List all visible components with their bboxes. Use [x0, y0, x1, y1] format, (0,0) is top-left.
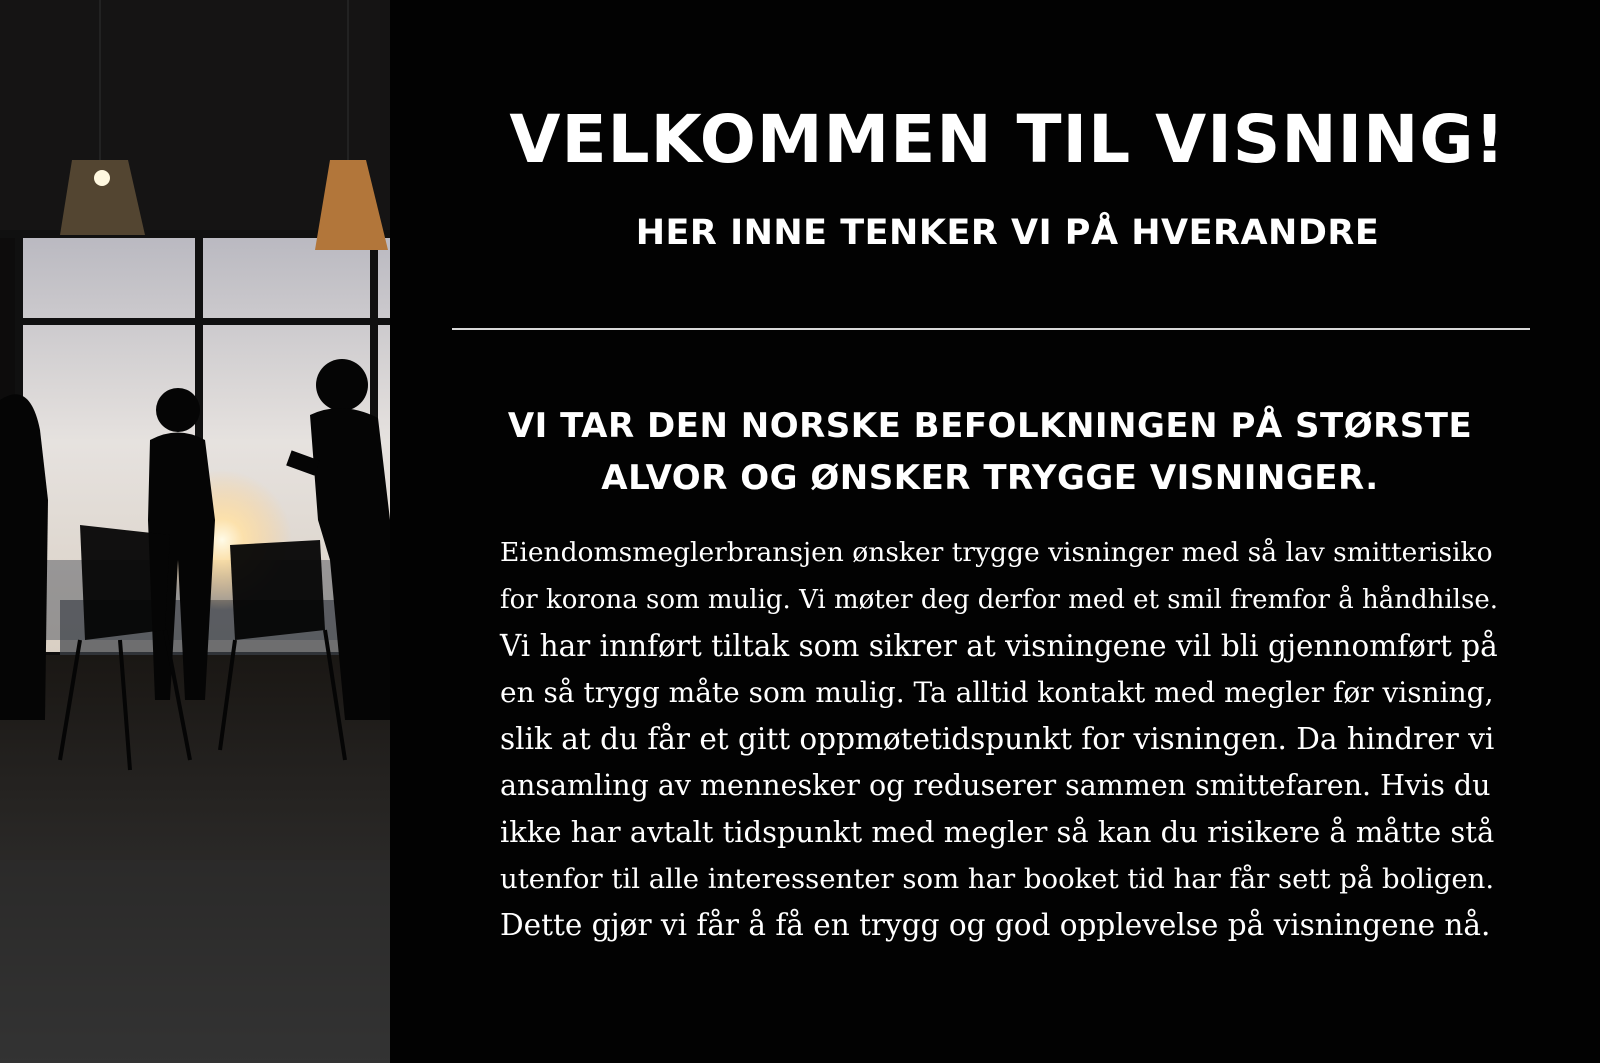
body-line: ansamling av mennesker og reduserer sammen smittefaren. Hvis du — [500, 768, 1491, 802]
section-heading-line: ALVOR OG ØNSKER TRYGGE VISNINGER. — [601, 458, 1379, 498]
body-line: slik at du får et gitt oppmøtetidspunkt for visningen. Da hindrer vi — [500, 722, 1495, 756]
body-line: Dette gjør vi får å få en trygg og god opplevelse på visningene nå. — [500, 908, 1491, 942]
headline: VELKOMMEN TIL VISNING! — [509, 101, 1506, 178]
subheadline: HER INNE TENKER VI PÅ HVERANDRE — [635, 213, 1380, 253]
section-heading — [460, 400, 1520, 504]
body-text — [500, 530, 1500, 949]
body-line: Eiendomsmeglerbransjen ønsker trygge visninger med så lav smitterisiko — [500, 537, 1493, 568]
body-line: ikke har avtalt tidspunkt med megler så kan du risikere å måtte stå — [500, 815, 1495, 849]
divider — [452, 328, 1530, 330]
body-line: en så trygg måte som mulig. Ta alltid kontakt med megler før visning, — [500, 675, 1494, 709]
body-line: utenfor til alle interessenter som har booket tid har får sett på boligen. — [500, 862, 1495, 895]
text-panel — [390, 0, 1600, 1063]
section-heading-line: VI TAR DEN NORSKE BEFOLKNINGEN PÅ STØRSTE — [507, 406, 1473, 446]
body-line: for korona som mulig. Vi møter deg derfor med et smil fremfor å håndhilse. — [500, 584, 1498, 615]
office-silhouette-photo — [0, 0, 390, 1063]
body-line: Vi har innført tiltak som sikrer at visningene vil bli gjennomført på — [500, 629, 1498, 663]
